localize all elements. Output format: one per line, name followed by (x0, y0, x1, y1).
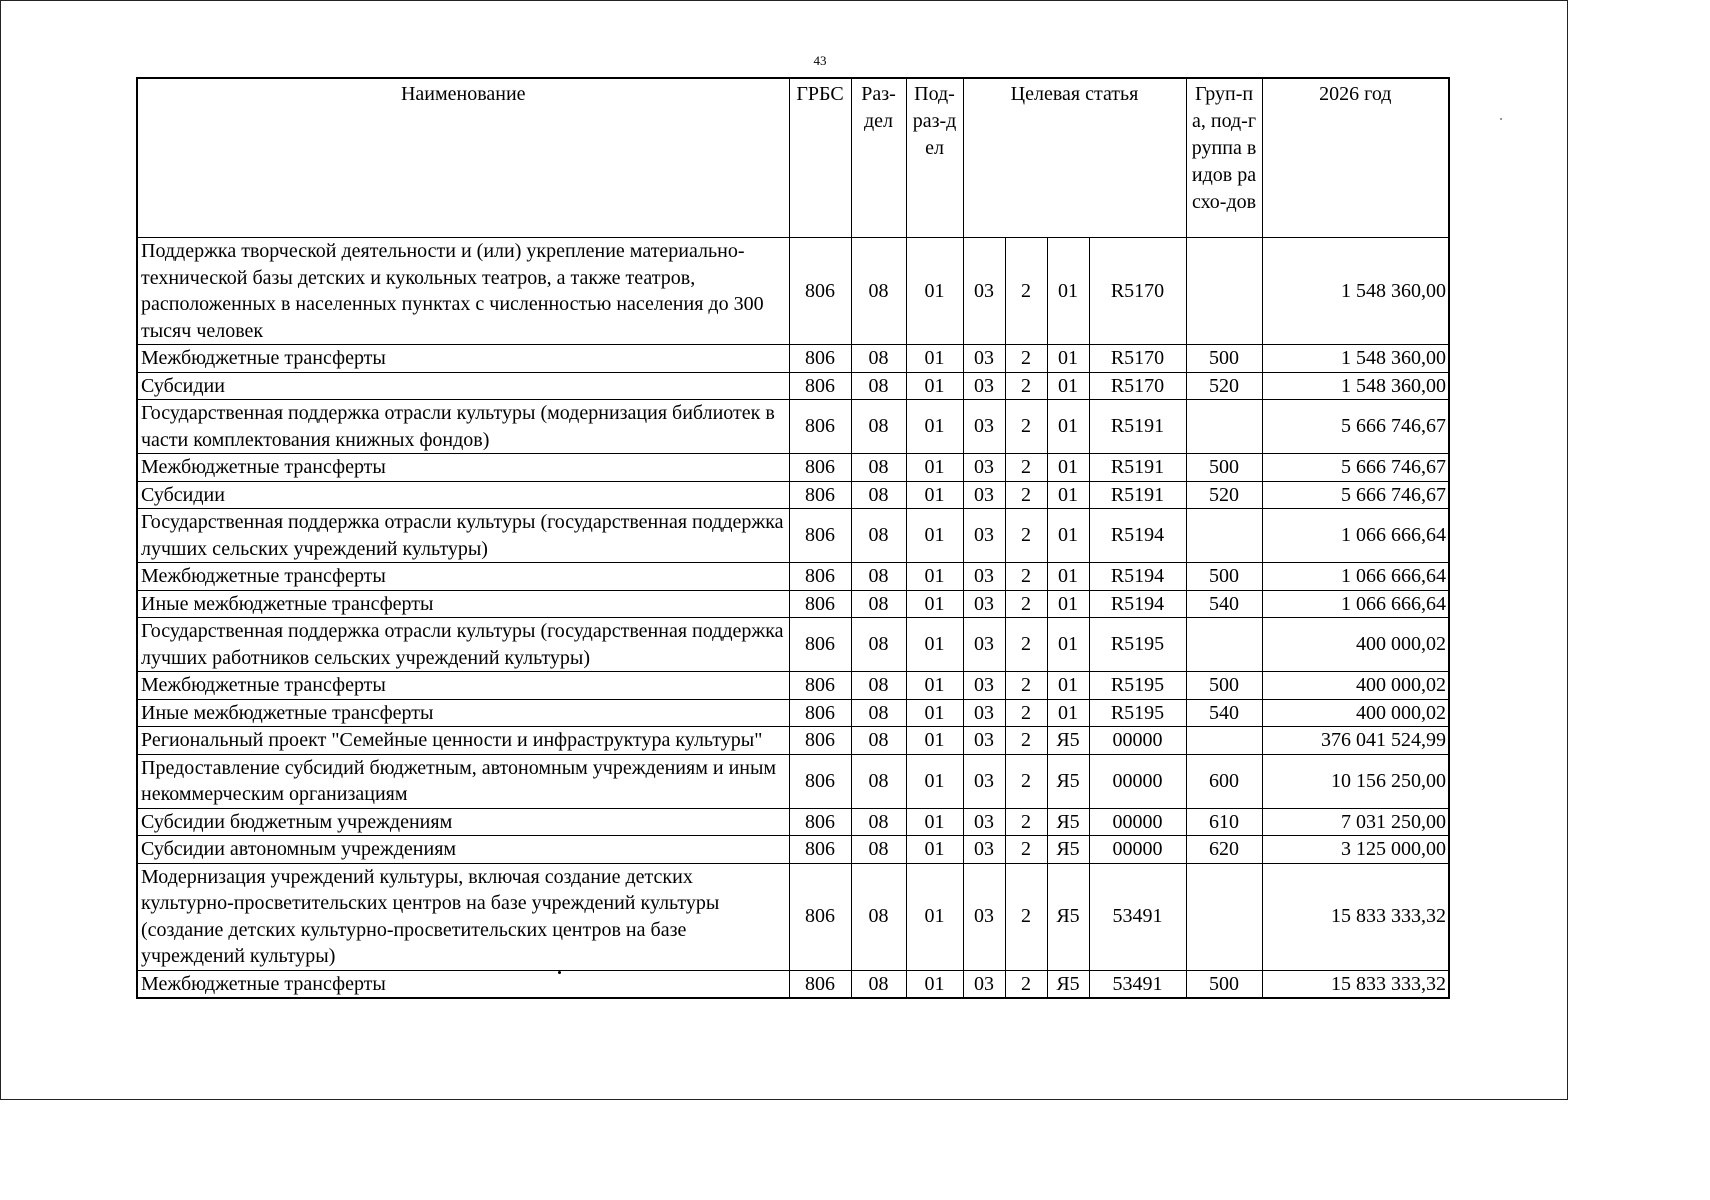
cell-amount: 15 833 333,32 (1262, 863, 1449, 970)
cell-target-element: 01 (1047, 590, 1089, 618)
table-row (137, 699, 1449, 727)
header-group (1186, 78, 1262, 238)
cell-amount: 7 031 250,00 (1262, 808, 1449, 836)
cell-amount: 1 548 360,00 (1262, 372, 1449, 400)
cell-name: Субсидии (137, 372, 789, 400)
cell-razdel: 08 (851, 863, 906, 970)
cell-grbs: 806 (789, 372, 851, 400)
header-razdel (851, 78, 906, 238)
cell-name: Государственная поддержка отрасли культуры (модернизация библиотек в части комплектования книжных фондов) (137, 400, 789, 454)
cell-target-direction: R5195 (1089, 672, 1186, 700)
cell-podrazdel: 01 (906, 754, 963, 808)
cell-group: 540 (1186, 590, 1262, 618)
cell-grbs: 806 (789, 400, 851, 454)
table-row (137, 563, 1449, 591)
cell-podrazdel: 01 (906, 970, 963, 998)
cell-target-element: 01 (1047, 454, 1089, 482)
cell-target-direction: 53491 (1089, 863, 1186, 970)
cell-group (1186, 238, 1262, 345)
cell-grbs: 806 (789, 808, 851, 836)
cell-target-program: 03 (963, 481, 1005, 509)
cell-target-program: 03 (963, 727, 1005, 755)
cell-razdel: 08 (851, 699, 906, 727)
cell-grbs: 806 (789, 509, 851, 563)
cell-grbs: 806 (789, 672, 851, 700)
cell-target-direction: R5191 (1089, 400, 1186, 454)
cell-target-program: 03 (963, 699, 1005, 727)
cell-grbs: 806 (789, 618, 851, 672)
cell-name: Межбюджетные трансферты (137, 563, 789, 591)
table-row (137, 400, 1449, 454)
table-row (137, 672, 1449, 700)
cell-target-element: 01 (1047, 509, 1089, 563)
cell-target-direction: R5191 (1089, 454, 1186, 482)
cell-grbs: 806 (789, 590, 851, 618)
cell-razdel: 08 (851, 372, 906, 400)
cell-target-direction: R5170 (1089, 372, 1186, 400)
cell-group (1186, 618, 1262, 672)
cell-name: Модернизация учреждений культуры, включая создание детских культурно-просветительских центров на базе учреждений культуры (создание детских культурно-просветительских центров на базе учреждений культуры) (137, 863, 789, 970)
cell-target-type: 2 (1005, 563, 1047, 591)
cell-podrazdel: 01 (906, 400, 963, 454)
table-row (137, 618, 1449, 672)
cell-target-program: 03 (963, 372, 1005, 400)
cell-target-element: Я5 (1047, 970, 1089, 998)
cell-group: 520 (1186, 372, 1262, 400)
cell-target-element: 01 (1047, 400, 1089, 454)
cell-target-program: 03 (963, 970, 1005, 998)
table-row (137, 836, 1449, 864)
cell-target-type: 2 (1005, 727, 1047, 755)
cell-amount: 376 041 524,99 (1262, 727, 1449, 755)
cell-target-direction: R5194 (1089, 590, 1186, 618)
cell-group: 500 (1186, 672, 1262, 700)
cell-target-type: 2 (1005, 454, 1047, 482)
cell-razdel: 08 (851, 836, 906, 864)
cell-target-type: 2 (1005, 372, 1047, 400)
cell-group (1186, 727, 1262, 755)
cell-grbs: 806 (789, 454, 851, 482)
cell-grbs: 806 (789, 970, 851, 998)
cell-target-program: 03 (963, 863, 1005, 970)
cell-name: Поддержка творческой деятельности и (или) укрепление материально-технической базы детских и кукольных театров, а также театров, расположенных в населенных пунктах с численностью населения до 300 тысяч человек (137, 238, 789, 345)
cell-amount: 5 666 746,67 (1262, 400, 1449, 454)
cell-podrazdel: 01 (906, 699, 963, 727)
cell-target-element: Я5 (1047, 754, 1089, 808)
cell-razdel: 08 (851, 590, 906, 618)
cell-name: Предоставление субсидий бюджетным, автономным учреждениям и иным некоммерческим организациям (137, 754, 789, 808)
cell-razdel: 08 (851, 400, 906, 454)
cell-podrazdel: 01 (906, 238, 963, 345)
cell-group: 500 (1186, 454, 1262, 482)
cell-group: 520 (1186, 481, 1262, 509)
cell-name: Государственная поддержка отрасли культуры (государственная поддержка лучших сельских учреждений культуры) (137, 509, 789, 563)
cell-amount: 400 000,02 (1262, 672, 1449, 700)
cell-grbs: 806 (789, 345, 851, 373)
header-target: Целевая статья (963, 78, 1186, 238)
cell-name: Иные межбюджетные трансферты (137, 699, 789, 727)
cell-target-element: 01 (1047, 618, 1089, 672)
cell-target-direction: R5195 (1089, 699, 1186, 727)
table-row (137, 345, 1449, 373)
cell-target-direction: 53491 (1089, 970, 1186, 998)
cell-podrazdel: 01 (906, 672, 963, 700)
cell-group: 610 (1186, 808, 1262, 836)
cell-group (1186, 400, 1262, 454)
table-row (137, 372, 1449, 400)
cell-name: Региональный проект "Семейные ценности и инфраструктура культуры" (137, 727, 789, 755)
cell-razdel: 08 (851, 563, 906, 591)
cell-podrazdel: 01 (906, 509, 963, 563)
cell-target-element: Я5 (1047, 863, 1089, 970)
header-row (137, 78, 1449, 238)
table-row (137, 481, 1449, 509)
cell-target-type: 2 (1005, 618, 1047, 672)
cell-target-element: 01 (1047, 563, 1089, 591)
cell-podrazdel: 01 (906, 590, 963, 618)
cell-name: Государственная поддержка отрасли культуры (государственная поддержка лучших работников сельских учреждений культуры) (137, 618, 789, 672)
cell-target-element: 01 (1047, 372, 1089, 400)
cell-group: 500 (1186, 970, 1262, 998)
budget-table (136, 77, 1450, 999)
cell-target-element: Я5 (1047, 808, 1089, 836)
cell-target-direction: 00000 (1089, 727, 1186, 755)
cell-name: Иные межбюджетные трансферты (137, 590, 789, 618)
cell-name: Субсидии бюджетным учреждениям (137, 808, 789, 836)
table-row (137, 454, 1449, 482)
cell-podrazdel: 01 (906, 863, 963, 970)
cell-grbs: 806 (789, 238, 851, 345)
cell-amount: 10 156 250,00 (1262, 754, 1449, 808)
cell-group: 500 (1186, 563, 1262, 591)
cell-target-type: 2 (1005, 699, 1047, 727)
cell-razdel: 08 (851, 970, 906, 998)
cell-podrazdel: 01 (906, 345, 963, 373)
cell-razdel: 08 (851, 454, 906, 482)
header-razdel-label: Раз-дел (861, 83, 896, 132)
cell-target-direction: R5170 (1089, 238, 1186, 345)
cell-target-type: 2 (1005, 808, 1047, 836)
cell-amount: 5 666 746,67 (1262, 454, 1449, 482)
cell-target-element: Я5 (1047, 727, 1089, 755)
cell-name: Межбюджетные трансферты (137, 454, 789, 482)
cell-group (1186, 509, 1262, 563)
cell-name: Межбюджетные трансферты (137, 672, 789, 700)
cell-target-program: 03 (963, 618, 1005, 672)
cell-target-element: 01 (1047, 672, 1089, 700)
cell-podrazdel: 01 (906, 727, 963, 755)
cell-target-program: 03 (963, 454, 1005, 482)
cell-target-direction: R5170 (1089, 345, 1186, 373)
cell-grbs: 806 (789, 727, 851, 755)
cell-grbs: 806 (789, 563, 851, 591)
cell-group (1186, 863, 1262, 970)
header-group-label: Груп-па, под-группа видов расхо-дов (1191, 83, 1257, 213)
cell-target-program: 03 (963, 672, 1005, 700)
cell-razdel: 08 (851, 481, 906, 509)
cell-razdel: 08 (851, 808, 906, 836)
cell-target-program: 03 (963, 563, 1005, 591)
cell-podrazdel: 01 (906, 454, 963, 482)
cell-grbs: 806 (789, 754, 851, 808)
cell-target-program: 03 (963, 808, 1005, 836)
header-podrazdel (906, 78, 963, 238)
cell-razdel: 08 (851, 727, 906, 755)
cell-name: Субсидии (137, 481, 789, 509)
table-row (137, 509, 1449, 563)
table-row (137, 970, 1449, 998)
cell-group: 540 (1186, 699, 1262, 727)
cell-grbs: 806 (789, 863, 851, 970)
cell-podrazdel: 01 (906, 808, 963, 836)
cell-razdel: 08 (851, 509, 906, 563)
scan-speck (558, 971, 561, 974)
cell-group: 620 (1186, 836, 1262, 864)
cell-target-direction: 00000 (1089, 808, 1186, 836)
table-row (137, 808, 1449, 836)
cell-name: Субсидии автономным учреждениям (137, 836, 789, 864)
cell-amount: 1 548 360,00 (1262, 238, 1449, 345)
cell-amount: 1 066 666,64 (1262, 509, 1449, 563)
cell-target-type: 2 (1005, 970, 1047, 998)
cell-amount: 400 000,02 (1262, 699, 1449, 727)
cell-target-type: 2 (1005, 863, 1047, 970)
table-row (137, 238, 1449, 345)
cell-razdel: 08 (851, 618, 906, 672)
cell-target-type: 2 (1005, 345, 1047, 373)
cell-razdel: 08 (851, 345, 906, 373)
cell-grbs: 806 (789, 699, 851, 727)
cell-target-program: 03 (963, 238, 1005, 345)
cell-target-type: 2 (1005, 590, 1047, 618)
cell-target-type: 2 (1005, 481, 1047, 509)
cell-target-program: 03 (963, 836, 1005, 864)
table-row (137, 727, 1449, 755)
cell-target-element: 01 (1047, 345, 1089, 373)
cell-razdel: 08 (851, 754, 906, 808)
scan-speck (1500, 118, 1502, 120)
cell-amount: 5 666 746,67 (1262, 481, 1449, 509)
cell-target-direction: R5194 (1089, 563, 1186, 591)
cell-grbs: 806 (789, 481, 851, 509)
cell-target-program: 03 (963, 590, 1005, 618)
cell-target-direction: 00000 (1089, 836, 1186, 864)
cell-podrazdel: 01 (906, 618, 963, 672)
cell-podrazdel: 01 (906, 563, 963, 591)
table-row (137, 754, 1449, 808)
cell-target-element: 01 (1047, 238, 1089, 345)
cell-amount: 1 066 666,64 (1262, 563, 1449, 591)
cell-amount: 1 066 666,64 (1262, 590, 1449, 618)
cell-target-direction: 00000 (1089, 754, 1186, 808)
table-row (137, 863, 1449, 970)
page-number: 43 (813, 53, 827, 68)
cell-target-program: 03 (963, 400, 1005, 454)
cell-target-type: 2 (1005, 509, 1047, 563)
cell-podrazdel: 01 (906, 372, 963, 400)
cell-amount: 15 833 333,32 (1262, 970, 1449, 998)
cell-razdel: 08 (851, 672, 906, 700)
header-name: Наименование (137, 78, 789, 238)
cell-target-program: 03 (963, 509, 1005, 563)
cell-amount: 1 548 360,00 (1262, 345, 1449, 373)
cell-razdel: 08 (851, 238, 906, 345)
cell-target-element: 01 (1047, 699, 1089, 727)
cell-name: Межбюджетные трансферты (137, 970, 789, 998)
cell-grbs: 806 (789, 836, 851, 864)
cell-target-direction: R5191 (1089, 481, 1186, 509)
cell-group: 600 (1186, 754, 1262, 808)
cell-target-program: 03 (963, 345, 1005, 373)
cell-amount: 400 000,02 (1262, 618, 1449, 672)
cell-target-type: 2 (1005, 400, 1047, 454)
cell-target-type: 2 (1005, 754, 1047, 808)
cell-target-element: Я5 (1047, 836, 1089, 864)
cell-target-type: 2 (1005, 238, 1047, 345)
header-year: 2026 год (1262, 78, 1449, 238)
header-podrazdel-label: Под-раз-дел (912, 83, 957, 159)
header-grbs: ГРБС (789, 78, 851, 238)
cell-target-direction: R5195 (1089, 618, 1186, 672)
table-body (137, 238, 1449, 999)
cell-target-direction: R5194 (1089, 509, 1186, 563)
table-row (137, 590, 1449, 618)
cell-target-program: 03 (963, 754, 1005, 808)
cell-amount: 3 125 000,00 (1262, 836, 1449, 864)
cell-target-type: 2 (1005, 836, 1047, 864)
cell-name: Межбюджетные трансферты (137, 345, 789, 373)
cell-target-type: 2 (1005, 672, 1047, 700)
cell-target-element: 01 (1047, 481, 1089, 509)
cell-podrazdel: 01 (906, 481, 963, 509)
cell-podrazdel: 01 (906, 836, 963, 864)
cell-group: 500 (1186, 345, 1262, 373)
